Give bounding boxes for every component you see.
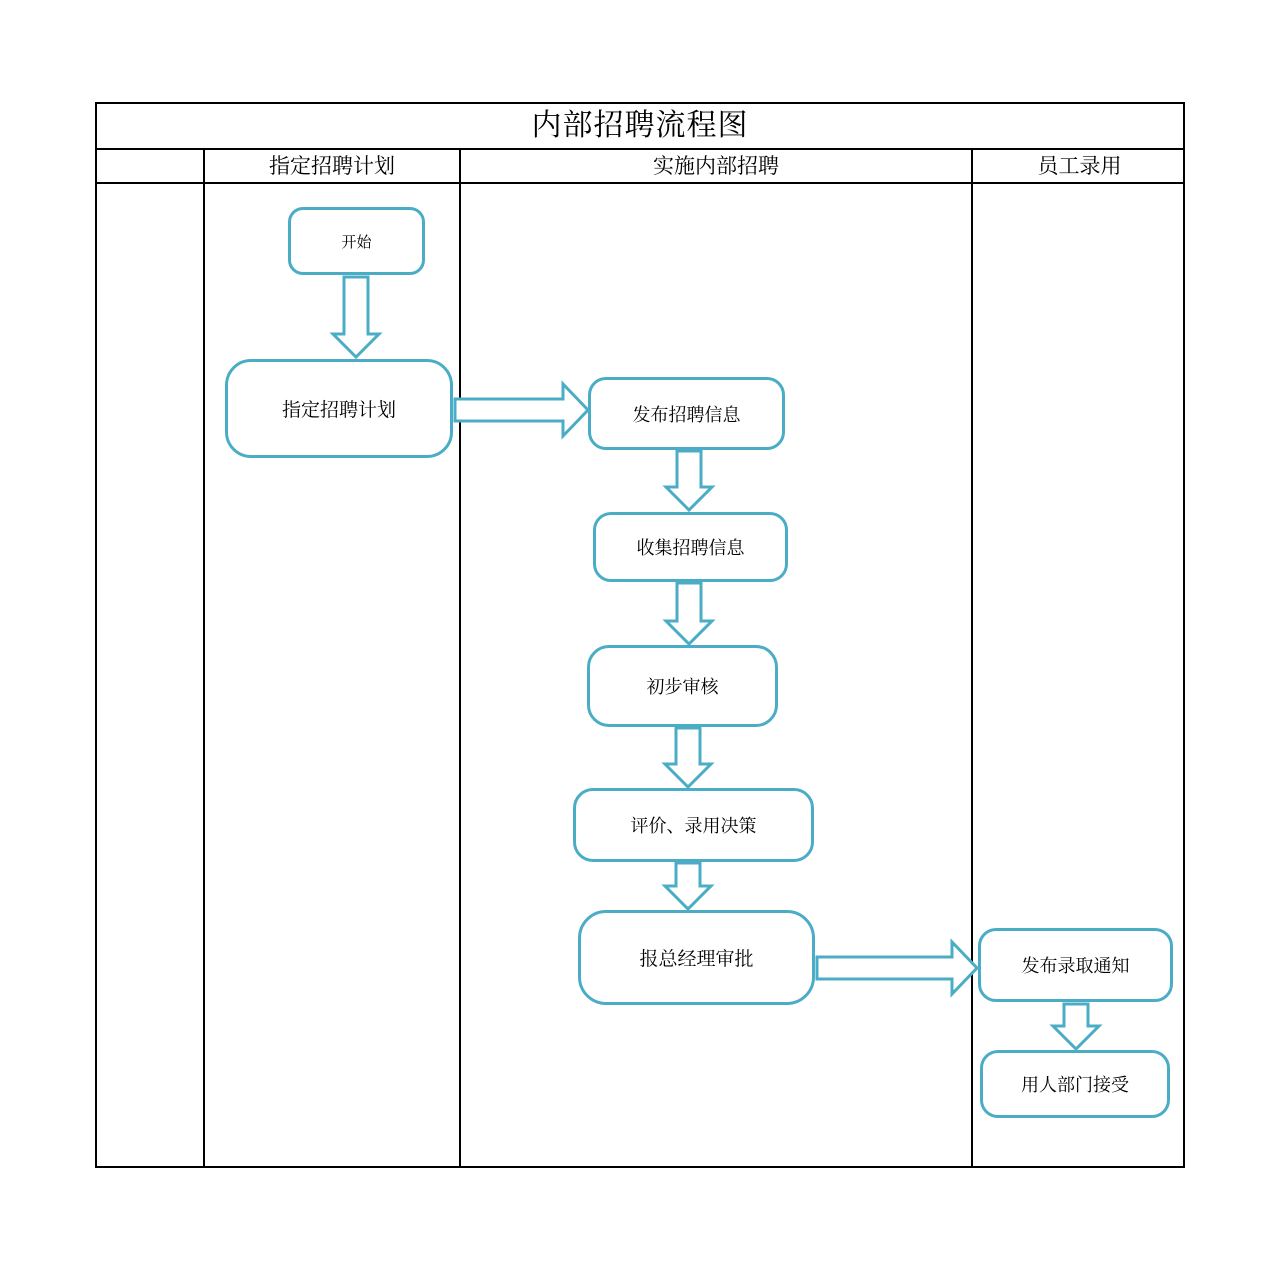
swimlane-table bbox=[95, 102, 1185, 1168]
node-gm-approval: 报总经理审批 bbox=[578, 910, 815, 1005]
lane-header-row bbox=[97, 150, 1183, 184]
lane-divider-2 bbox=[459, 150, 461, 1166]
node-dept-accept: 用人部门接受 bbox=[980, 1050, 1170, 1118]
lane-header-hire: 员工录用 bbox=[1037, 154, 1122, 178]
node-evaluation-decision: 评价、录用决策 bbox=[573, 788, 814, 862]
node-collect-info: 收集招聘信息 bbox=[593, 512, 788, 582]
node-preliminary-review: 初步审核 bbox=[587, 645, 778, 727]
node-admission-notice: 发布录取通知 bbox=[978, 928, 1173, 1002]
node-start: 开始 bbox=[288, 207, 425, 275]
node-plan: 指定招聘计划 bbox=[225, 359, 453, 458]
lane-divider-3 bbox=[971, 150, 973, 1166]
lane-header-implement: 实施内部招聘 bbox=[653, 154, 779, 178]
lane-divider-1 bbox=[203, 150, 205, 1166]
chart-title: 内部招聘流程图 bbox=[97, 104, 1183, 150]
lane-header-plan: 指定招聘计划 bbox=[269, 154, 395, 178]
node-publish-info: 发布招聘信息 bbox=[588, 377, 785, 450]
lane-header-blank bbox=[97, 150, 204, 184]
